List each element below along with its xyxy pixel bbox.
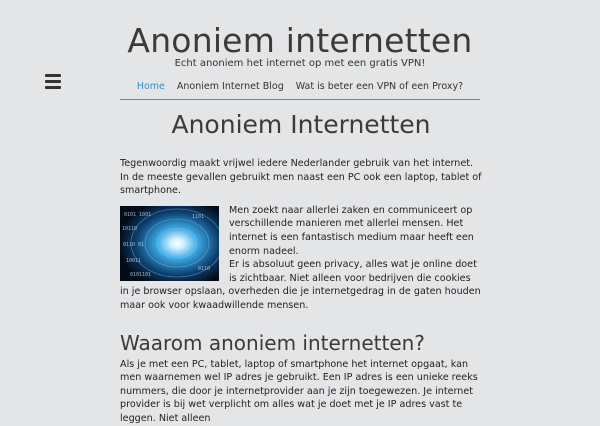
binary-data-tunnel-image bbox=[120, 206, 219, 281]
section-title: Waarom anoniem internetten? bbox=[120, 330, 425, 355]
svg-text:0101 1001: 0101 1001 bbox=[124, 211, 152, 218]
svg-text:1101: 1101 bbox=[192, 213, 205, 220]
svg-text:10011: 10011 bbox=[126, 257, 142, 264]
site-tagline: Echt anoniem het internet op met een gratis VPN! bbox=[174, 58, 426, 69]
paragraph-beside-image-1: Men zoekt naar allerlei zaken en communiceert op verschillende manieren met allerlei mensen. Het internet is een fantastisch medium maar heeft een enorm nadeel. bbox=[229, 204, 474, 257]
binary-tunnel-graphic bbox=[120, 206, 219, 281]
paragraph-beside-image-2: Er is absoluut geen privacy, alles wat je online doet is zichtbaar. Niet alleen voor bedrijven die cookies in je browser opslaan, overheden die je internetgedrag in de gaten houden maar ook voor kwaadwillende mensen. bbox=[120, 259, 481, 311]
hamburger-bar bbox=[45, 80, 61, 83]
intro-line-1: Tegenwoordig maakt vrijwel iedere Nederlander gebruik van het internet. bbox=[120, 158, 474, 169]
hamburger-bar bbox=[45, 74, 61, 77]
intro-line-2: In de meeste gevallen gebruikt men naast een PC ook een laptop, tablet of smartphone. bbox=[120, 171, 482, 197]
svg-text:0101101: 0101101 bbox=[130, 271, 152, 278]
media-block bbox=[120, 204, 482, 313]
svg-text:0110: 0110 bbox=[198, 265, 211, 272]
nav-item-home[interactable]: Home bbox=[136, 81, 165, 92]
main-content bbox=[120, 108, 482, 426]
svg-text:0110 01: 0110 01 bbox=[123, 241, 145, 248]
nav-item-vpn-proxy[interactable]: Wat is beter een VPN of een Proxy? bbox=[295, 81, 464, 92]
nav-item-blog[interactable]: Anoniem Internet Blog bbox=[176, 81, 284, 92]
main-navigation bbox=[120, 79, 480, 100]
page-title: Anoniem Internetten bbox=[171, 110, 431, 139]
hamburger-menu-icon[interactable] bbox=[45, 74, 61, 89]
section-paragraph: Als je met een PC, tablet, laptop of smartphone het internet opgaat, kan men waarnemen wel IP adres je gebruikt. Een IP adres is een unieke reeks nummers, die door je internetprovider aan je zijn toegewezen. Je internet provider is bij wet verplicht om alles wat je doet met je IP adres vast te leggen. Niet alleen bbox=[120, 358, 478, 424]
hamburger-bar bbox=[45, 86, 61, 89]
svg-text:10110: 10110 bbox=[122, 225, 138, 232]
site-title[interactable]: Anoniem internetten bbox=[127, 21, 473, 60]
